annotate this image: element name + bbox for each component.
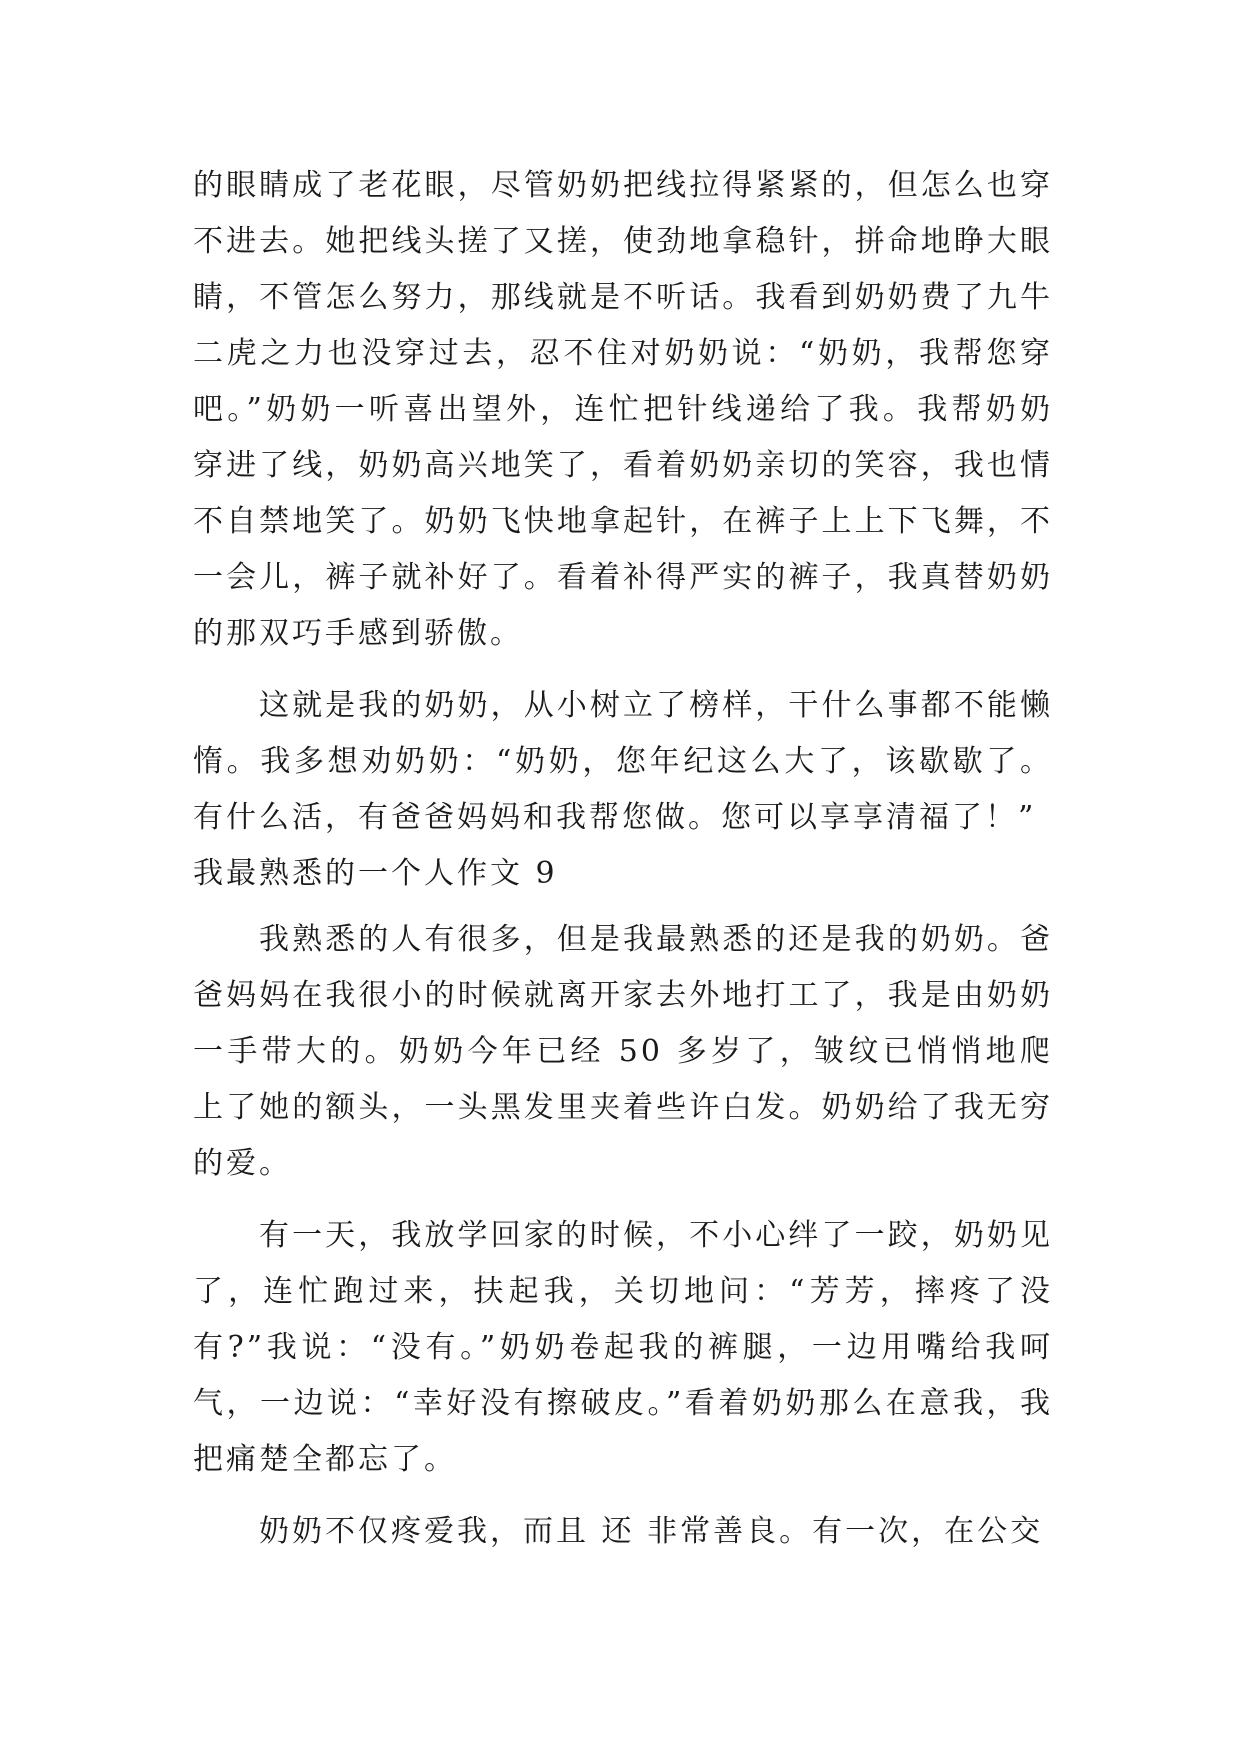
essay-title: 我最熟悉的一个人作文 9	[193, 856, 558, 891]
document-body	[193, 158, 1053, 1560]
paragraph-grandma-example: 这就是我的奶奶，从小树立了榜样，干什么事都不能懒惰。我多想劝奶奶：“奶奶，您年纪这么大了，该歇歇了。有什么活，有爸爸妈妈和我帮您做。您可以享享清福了！”	[193, 688, 1053, 835]
paragraph-kindness: 奶奶不仅疼爱我，而且 还 非常善良。有一次，在公交	[259, 1514, 1044, 1549]
paragraph-intro: 我熟悉的人有很多，但是我最熟悉的还是我的奶奶。爸爸妈妈在我很小的时候就离开家去外地打工了，我是由奶奶一手带大的。奶奶今年已经 50 多岁了，皱纹已悄悄地爬上了她的额头，一头黑发里夹着些许白发。奶奶给了我无穷的爱。	[193, 922, 1053, 1181]
paragraph-fall-story: 有一天，我放学回家的时候，不小心绊了一跤，奶奶见了，连忙跑过来，扶起我，关切地问：“芳芳，摔疼了没有?”我说：“没有。”奶奶卷起我的裤腿，一边用嘴给我呵气，一边说：“幸好没有擦破皮。”看着奶奶那么在意我，我把痛楚全都忘了。	[193, 1218, 1053, 1477]
paragraph-continued: 的眼睛成了老花眼，尽管奶奶把线拉得紧紧的，但怎么也穿不进去。她把线头搓了又搓，使劲地拿稳针，拼命地睁大眼睛，不管怎么努力，那线就是不听话。我看到奶奶费了九牛二虎之力也没穿过去，忍不住对奶奶说：“奶奶，我帮您穿吧。”奶奶一听喜出望外，连忙把针线递给了我。我帮奶奶穿进了线，奶奶高兴地笑了，看着奶奶亲切的笑容，我也情不自禁地笑了。奶奶飞快地拿起针，在裤子上上下飞舞，不一会儿，裤子就补好了。看着补得严实的裤子，我真替奶奶的那双巧手感到骄傲。	[193, 168, 1053, 651]
